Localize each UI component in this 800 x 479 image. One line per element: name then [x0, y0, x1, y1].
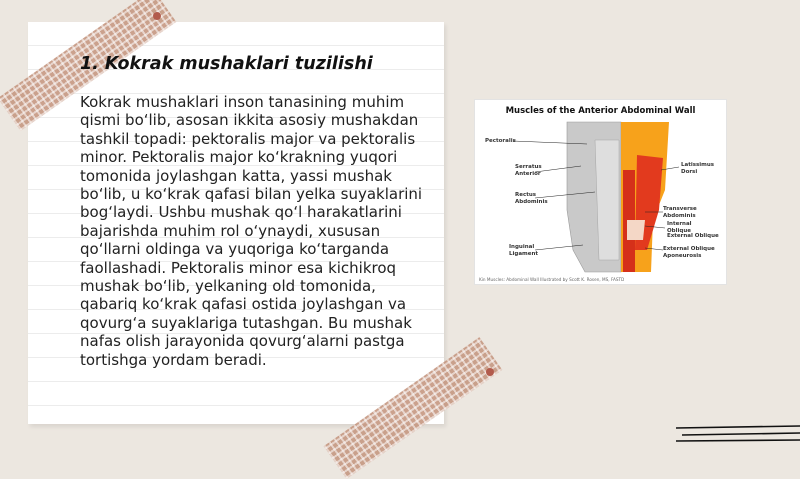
label-transverse-abdominis: Transverse Abdominis: [663, 206, 697, 219]
rectus-abdominis-gray: [595, 140, 619, 260]
label-external-oblique: External Oblique: [667, 233, 719, 239]
aponeurosis-light: [627, 220, 645, 240]
anatomy-figure: [474, 99, 727, 285]
figure-caption: Kin Muscles: Abdominal Wall Illustrated by Scott K. Rosen, MS, FASTD: [479, 277, 625, 282]
decorative-lines: [676, 424, 800, 444]
slide-body-text: Kokrak mushaklari inson tanasining muhim qismi bo‘lib, asosan ikkita asosiy mushakdan tashkil topadi: pektoralis major va pektoralis minor. Pektoralis major ko‘krakning yuqori tomonida joylashgan katta, yassi mushak bo‘lib, u ko‘krak qafasi bilan yelka suyaklarini bog‘laydi. Ushbu mushak qo‘l harakatlarini bajarishda muhim rol o‘ynaydi, xususan qo‘llarni oldinga va yuqoriga ko‘targanda faollashadi. Pektoralis minor esa kichikroq mushak bo‘lib, yelkaning old tomonida, qabariq ko‘krak qafasi ostida joylashgan va qovurg‘a suyaklariga tutashgan. Bu mushak nafas olish jarayonida qovurg‘alarni pastga tortishga yordam beradi.: [80, 93, 423, 369]
tape-dot-top: [153, 12, 161, 20]
figure-title: Muscles of the Anterior Abdominal Wall: [505, 106, 696, 116]
label-latissimus-dorsi: Latissimus Dorsi: [681, 162, 715, 175]
label-serratus-anterior: Serratus Anterior: [515, 164, 542, 177]
slide-title: 1. Kokrak mushaklari tuzilishi: [80, 54, 373, 74]
tape-dot-bottom: [486, 368, 494, 376]
label-inguinal-ligament: Inguinal Ligament: [509, 244, 539, 257]
label-rectus-abdominis: Rectus Abdominis: [515, 192, 548, 205]
label-internal-oblique: Internal Oblique: [667, 221, 692, 234]
label-external-oblique-aponeurosis: External Oblique Aponeurosis: [663, 246, 715, 259]
label-pectoralis: Pectoralis: [485, 138, 516, 144]
